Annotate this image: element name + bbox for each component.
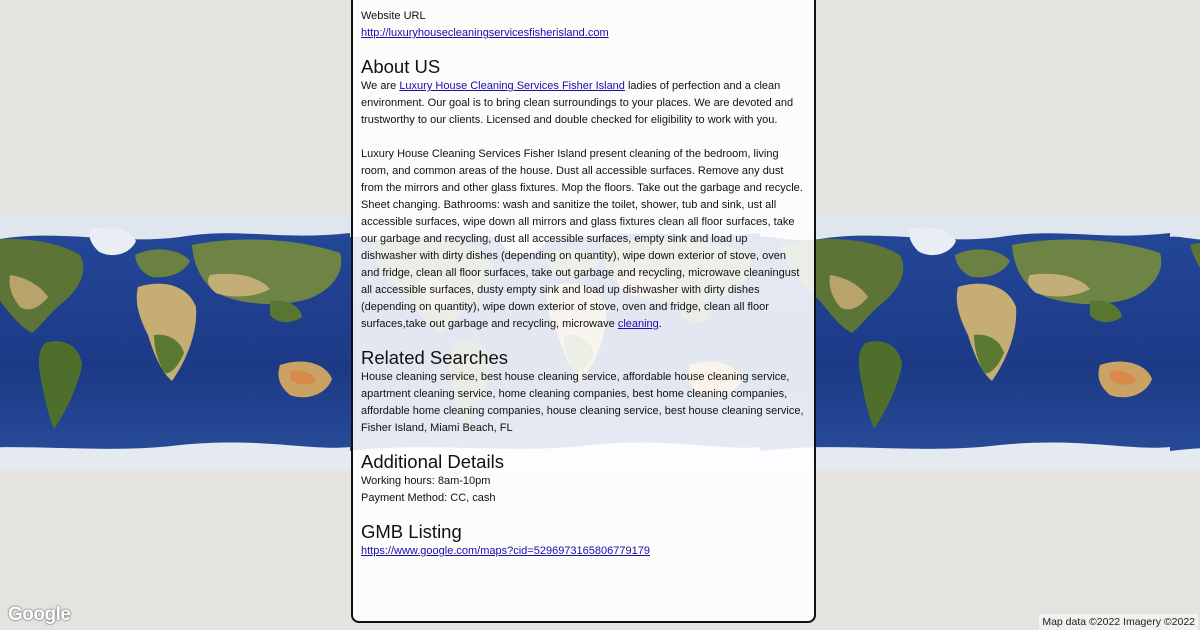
additional-details-heading: Additional Details	[361, 451, 504, 472]
gmb-listing-heading: GMB Listing	[361, 521, 462, 542]
map-attribution[interactable]: Map data ©2022 Imagery ©2022	[1039, 614, 1198, 630]
services-end: .	[658, 318, 662, 330]
about-intro-prefix: We are	[361, 80, 400, 92]
related-searches-heading: Related Searches	[361, 347, 509, 368]
about-intro	[361, 78, 806, 129]
website-label: Website URL	[361, 10, 426, 22]
website-url-row	[361, 25, 806, 42]
business-name-link[interactable]: Luxury House Cleaning Services Fisher Island	[399, 80, 625, 92]
related-searches-text: House cleaning service, best house cleaning service, affordable house cleaning service, apartment cleaning service, home cleaning companies, best home cleaning companies, affordable home cleaning companies, house cleaning service, best house cleaning service, Fisher Island, Miami Beach, FL	[361, 371, 804, 434]
services-description	[361, 146, 806, 333]
payment-method: Payment Method: CC, cash	[361, 492, 496, 504]
google-logo[interactable]: Google	[8, 604, 71, 625]
working-hours: Working hours: 8am-10pm	[361, 475, 491, 487]
about-intro-suffix: ladies of perfection and a clean environment. Our goal is to bring clean surroundings to your places. We are devoted and trustworthy to our clients. Licensed and double checked for eligibility to work with you.	[361, 80, 794, 126]
business-info-card	[351, 0, 816, 623]
website-url-link[interactable]: http://luxuryhousecleaningservicesfisherisland.com	[361, 27, 609, 39]
gmb-url-row	[361, 543, 806, 560]
services-text: Luxury House Cleaning Services Fisher Island present cleaning of the bedroom, living room, and common areas of the house. Dust all accessible surfaces. Remove any dust from the mirrors and other glass fixtures. Mop the floors. Take out the garbage and recycle. Sheet changing. Bathrooms: wash and sanitize the toilet, shower, tub and sink, ust all accessible surfaces, wipe down all mirrors and glass fixtures clean all floor surfaces, take our garbage and recycling, dust all accessible surfaces, empty sink and load up dishwasher with dirty dishes (depending on quantity), wipe down exterior of stove, oven and fridge, clean all floor surfaces, take out garbage and recycling, microwave cleaningust all accessible surfaces, dusty empty sink and load up dishwasher with dirty dishes (depending on quantity), wipe down exterior of stove, oven and fridge, clean all floor surfaces,take out garbage and recycling, microwave	[361, 148, 803, 330]
cleaning-link[interactable]: cleaning	[617, 318, 659, 330]
about-heading: About US	[361, 56, 441, 77]
gmb-url-link[interactable]: https://www.google.com/maps?cid=5296973165806779179	[361, 545, 650, 557]
